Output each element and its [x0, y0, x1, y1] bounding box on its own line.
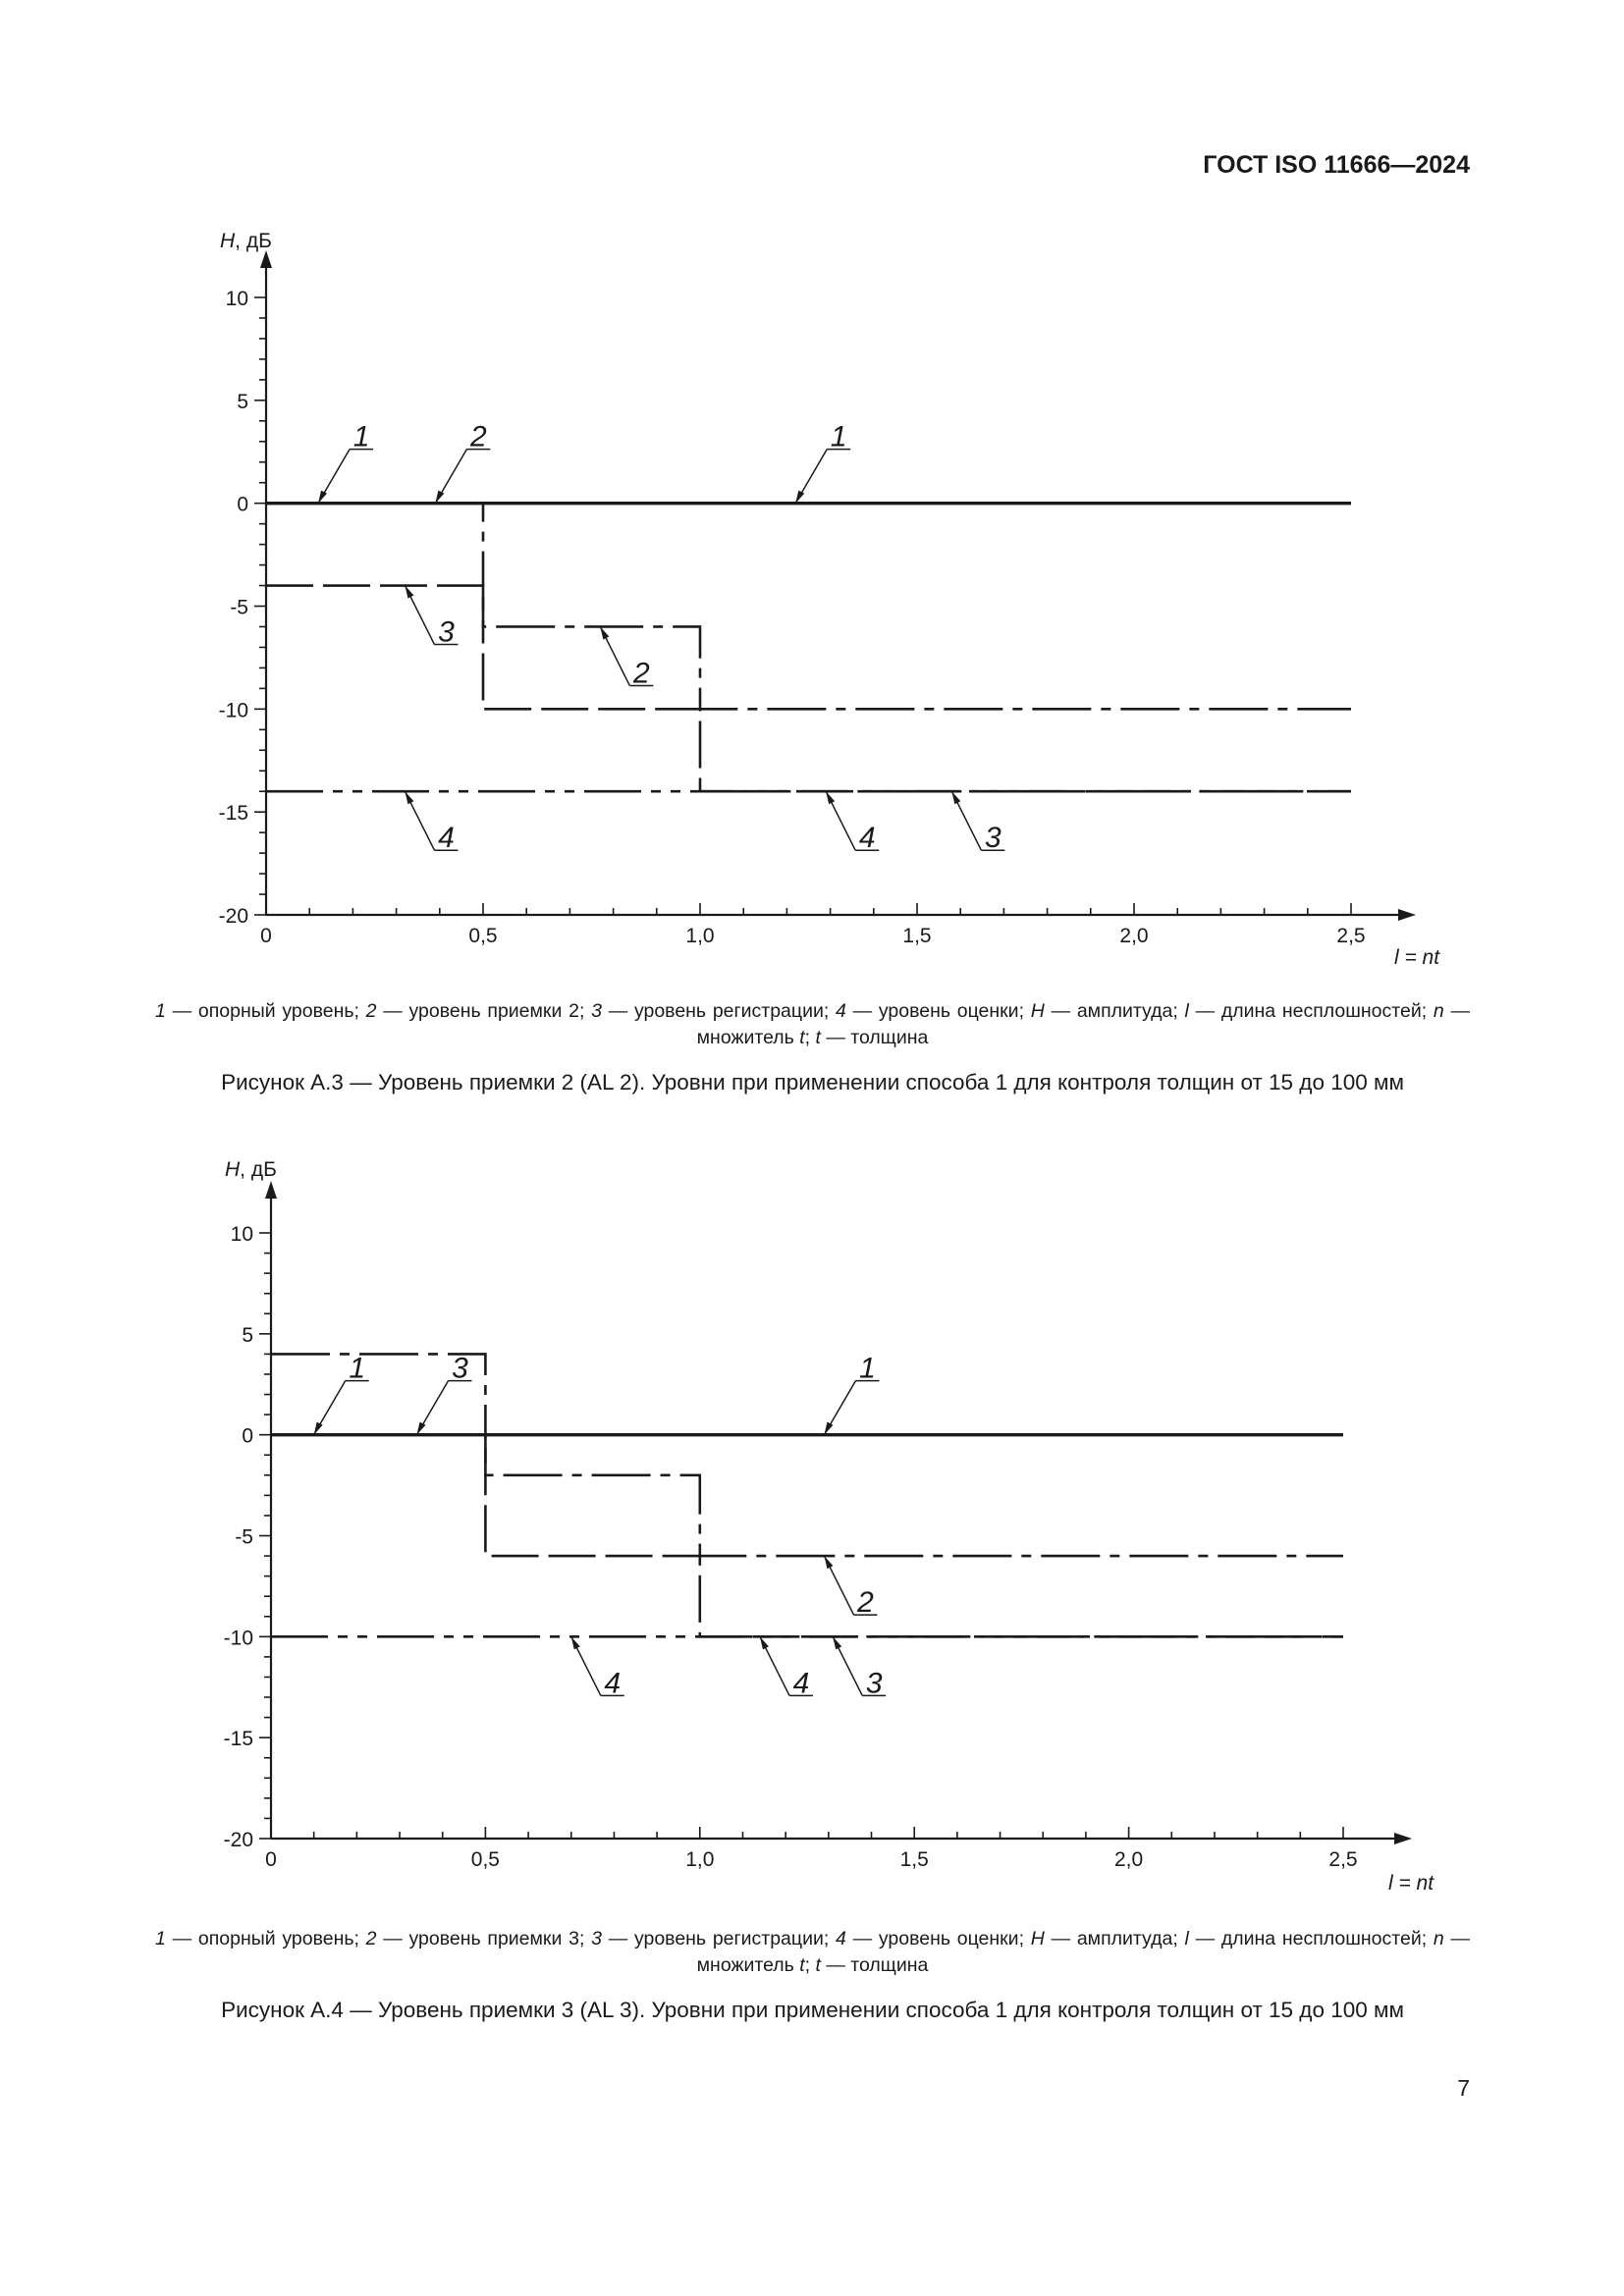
- callout-arrow-icon: [314, 1422, 323, 1435]
- legend-text: — уровень приемки 2;: [376, 1000, 592, 1022]
- y-tick-label: 0: [242, 1424, 253, 1448]
- callout-label: 1: [352, 420, 370, 454]
- x-tick-label: 2,0: [1119, 925, 1149, 947]
- legend-text: — длина несплошностей;: [1188, 1928, 1434, 1949]
- x-axis-arrow-icon: [1394, 1833, 1412, 1844]
- callout-label: 4: [858, 822, 876, 855]
- legend-key: t: [815, 1954, 821, 1976]
- y-axis-title-unit: , дБ: [235, 230, 272, 252]
- legend-key: 1: [155, 1000, 166, 1022]
- x-tick-label: 1,0: [685, 925, 715, 947]
- y-axis-title-var: H: [220, 230, 236, 252]
- legend-key: H: [1030, 1000, 1045, 1022]
- y-tick-label: -5: [235, 1525, 253, 1549]
- legend-text: — амплитуда;: [1044, 1000, 1185, 1022]
- callout-label: 2: [632, 657, 650, 690]
- legend-text: — опорный уровень;: [165, 1000, 366, 1022]
- legend-key: 1: [155, 1928, 166, 1949]
- legend-text: — множитель: [696, 1928, 1470, 1976]
- x-tick-label: 0: [260, 925, 272, 947]
- y-tick-label: 0: [237, 493, 248, 516]
- callout-arrow-icon: [833, 1636, 841, 1649]
- callout-label: 4: [604, 1667, 622, 1700]
- callout-label: 1: [859, 1352, 876, 1385]
- legend-text: — толщина: [820, 1027, 929, 1048]
- callout-label: 4: [792, 1667, 810, 1700]
- callout-label: 3: [985, 822, 1001, 855]
- x-tick-label: 0: [265, 1848, 277, 1871]
- callout-2: [824, 1556, 877, 1619]
- callout-arrow-icon: [824, 1422, 833, 1435]
- callout-arrow-icon: [824, 1556, 833, 1569]
- legend-text: — множитель: [696, 1000, 1470, 1048]
- y-axis-title-unit: , дБ: [240, 1158, 277, 1181]
- x-axis-title: l = nt: [1393, 946, 1440, 969]
- document-code: ГОСТ ISO 11666—2024: [1203, 151, 1470, 179]
- legend-key: l: [1184, 1000, 1189, 1022]
- y-tick-label: 10: [230, 1223, 253, 1246]
- legend-text: — уровень регистрации;: [601, 1000, 837, 1022]
- legend-key: 4: [836, 1928, 846, 1949]
- legend-key: 2: [365, 1928, 377, 1949]
- callout-1: [824, 1353, 879, 1435]
- callout-3: [833, 1636, 886, 1699]
- series-line-2: [271, 1354, 1343, 1556]
- callout-label: 4: [438, 822, 455, 855]
- y-tick-label: -5: [230, 596, 248, 619]
- y-tick-label: -20: [223, 1829, 253, 1851]
- callout-label: 2: [857, 1586, 874, 1620]
- figure-a4-caption: Рисунок А.4 — Уровень приемки 3 (AL 3). Уровни при применении способа 1 для контроля толщин от 15 до 100 мм: [221, 1998, 1404, 2022]
- legend-text: ;: [804, 1027, 816, 1048]
- x-tick-label: 2,5: [1336, 925, 1366, 947]
- x-tick-label: 0,5: [468, 925, 498, 947]
- y-tick-label: -15: [218, 802, 248, 826]
- x-axis-title: l = nt: [1387, 1872, 1435, 1895]
- callout-label: 3: [452, 1352, 468, 1385]
- figure-a3-caption: Рисунок А.3 — Уровень приемки 2 (AL 2). Уровни при применении способа 1 для контроля толщин от 15 до 100 мм: [221, 1070, 1404, 1095]
- legend-text: — опорный уровень;: [165, 1928, 366, 1949]
- legend-text: — амплитуда;: [1044, 1928, 1185, 1949]
- y-tick-label: -10: [218, 699, 248, 722]
- x-tick-label: 2,0: [1113, 1848, 1144, 1871]
- legend-key: t: [799, 1954, 805, 1976]
- figure-a4-legend: [155, 1926, 1470, 1979]
- legend-key: n: [1433, 1928, 1444, 1949]
- callout-3: [417, 1353, 472, 1435]
- x-tick-label: 1,5: [899, 1848, 929, 1871]
- callout-4: [571, 1636, 624, 1699]
- y-axis-title: [225, 1158, 277, 1181]
- x-tick-label: 2,5: [1328, 1848, 1358, 1871]
- legend-key: H: [1030, 1928, 1045, 1949]
- legend-key: 3: [591, 1000, 602, 1022]
- legend-text: — уровень оценки;: [845, 1928, 1031, 1949]
- legend-key: 2: [365, 1000, 377, 1022]
- legend-text: — уровень регистрации;: [601, 1928, 837, 1949]
- x-tick-label: 1,0: [685, 1848, 715, 1871]
- series-line-3: [271, 1435, 1343, 1637]
- callout-label: 3: [438, 615, 455, 649]
- y-tick-label: -10: [223, 1627, 253, 1650]
- legend-key: n: [1433, 1000, 1444, 1022]
- callout-label: 1: [349, 1352, 366, 1385]
- y-tick-label: -15: [223, 1728, 253, 1751]
- x-tick-label: 0,5: [470, 1848, 501, 1871]
- callout-label: 2: [470, 420, 487, 454]
- legend-key: t: [815, 1027, 821, 1048]
- legend-key: 4: [836, 1000, 846, 1022]
- x-tick-label: 1,5: [902, 925, 932, 947]
- legend-key: 3: [591, 1928, 602, 1949]
- callout-arrow-icon: [760, 1636, 769, 1649]
- callout-4: [760, 1636, 813, 1699]
- page-number: 7: [1457, 2075, 1470, 2101]
- y-axis-title-var: H: [225, 1158, 241, 1181]
- callout-arrow-icon: [417, 1422, 426, 1435]
- legend-text: — уровень оценки;: [845, 1000, 1031, 1022]
- callout-label: 1: [830, 420, 847, 454]
- legend-key: l: [1184, 1928, 1189, 1949]
- callout-arrow-icon: [571, 1636, 580, 1649]
- callout-label: 3: [865, 1667, 883, 1700]
- legend-key: t: [799, 1027, 805, 1048]
- legend-text: — длина несплошностей;: [1188, 1000, 1434, 1022]
- y-tick-label: 5: [242, 1323, 253, 1347]
- y-axis-arrow-icon: [265, 1181, 277, 1199]
- y-tick-label: 10: [225, 288, 248, 310]
- legend-text: — толщина: [820, 1954, 929, 1976]
- legend-text: ;: [804, 1954, 816, 1976]
- y-tick-label: 5: [237, 390, 248, 413]
- y-tick-label: -20: [218, 905, 248, 928]
- callout-1: [314, 1353, 369, 1435]
- legend-text: — уровень приемки 3;: [376, 1928, 592, 1949]
